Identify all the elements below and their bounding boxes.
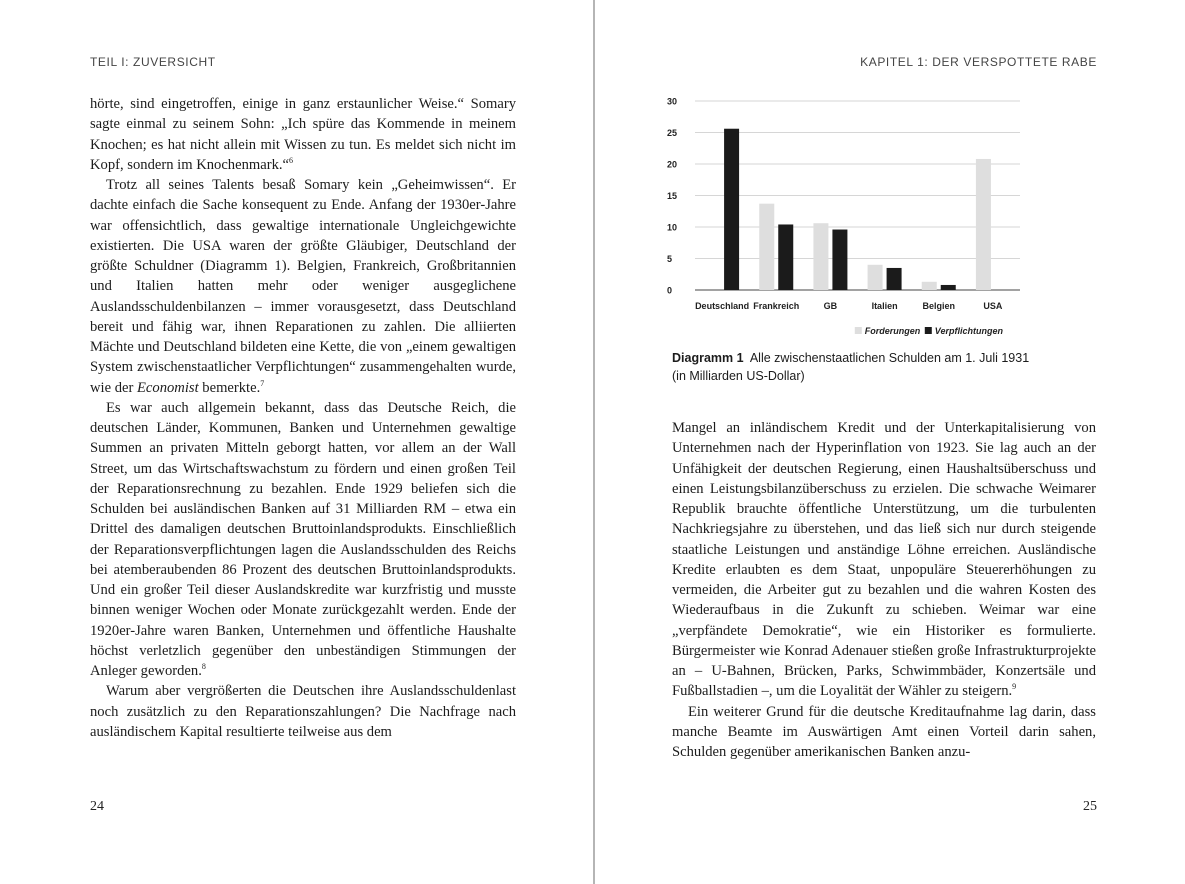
- caption-label: Diagramm 1: [672, 351, 744, 365]
- bar-forderungen-italien: [868, 265, 883, 290]
- bar-verpflichtungen-italien: [887, 268, 902, 290]
- footnote-ref[interactable]: 6: [289, 155, 293, 165]
- paragraph: hörte, sind eingetroffen, einige in ganz erstaunlicher Weise.“ Somary sagte einmal zu seinem Sohn: „Ich spüre das Kommende in meinem Knochen; es hat nicht allein mit Wissen zu tun. Es meldet sich nicht im Kopf, sondern im Knochenmark.“$^6$: [90, 96, 516, 173]
- bar-forderungen-frankreich: [759, 204, 774, 290]
- footnote-ref[interactable]: 9: [1012, 682, 1017, 692]
- legend-label: Verpflichtungen: [934, 326, 1003, 336]
- x-tick-label: Belgien: [922, 301, 956, 311]
- running-head-left: TEIL I: ZUVERSICHT: [90, 55, 216, 69]
- bar-verpflichtungen-belgien: [941, 285, 956, 290]
- x-tick-label: Deutschland: [695, 301, 750, 311]
- caption-text: Alle zwischenstaatlichen Schulden am 1. Juli 1931: [749, 351, 1030, 365]
- paragraph: Warum aber vergrößerten die Deutschen ihre Auslandsschuldenlast noch zusätzlich zu den Reparationszahlungen? Die Nachfrage nach ausländischem Kapital resultierte teilweise aus dem: [90, 683, 516, 740]
- bar-chart-diagramm-1: [667, 90, 1107, 345]
- footnote-ref[interactable]: 8: [201, 662, 206, 671]
- legend-label: Forderungen: [864, 326, 921, 336]
- x-tick-label: Frankreich: [753, 301, 800, 311]
- paragraph: Es war auch allgemein bekannt, dass das Deutsche Reich, die deutschen Länder, Kommunen, Banken und Unternehmen gewaltige Summen an privaten Mitteln geborgt hatten, vor allem an der Wall Street, um das Wirtschaftswachstum zu fördern und einen großen Teil der Reparationsrechnung zu bezahlen. Ende 1929 beliefen sich die Schulden bei ausländischen Banken auf 31 Milliarden RM – etwa ein Drittel des damaligen deutschen Bruttoinlandsprodukts. Einschließlich der Reparationsverpflichtungen lagen die Auslandsschulden des Reichs bei atemberaubenden 86 Prozent des deutschen Bruttoinlandsprodukts. Und ein großer Teil dieser Auslandskredite war kurzfristig und musste binnen weniger Wochen oder Monate zurückgezahlt werden. Ende der 1920er-Jahre waren Banken, Unternehmen und öffentliche Haushalte höchst verletzlich gegenüber den unbeständigen Stimmungen der Anleger geworden.$^8$: [90, 399, 516, 679]
- footnote-ref[interactable]: 7: [260, 378, 265, 388]
- legend-swatch-forderungen: [855, 327, 862, 334]
- paragraph: Trotz all seines Talents besaß Somary kein „Geheimwissen“. Er dachte einfach die Sache konsequent zu Ende. Anfang der 1930er-Jahre war offensichtlich, dass gewaltige internationale Ungleichgewichte existierten. Die USA waren der größte Gläubiger, Deutschland der größte Schuldner (Diagramm 1). Belgien, Frankreich, Großbritannien und Italien hatten mehr oder weniger ausgeglichene Auslandsschuldenbilanzen – immer vorausgesetzt, dass Deutschland bereit und fähig war, ihnen Reparationen zu zahlen. Die alliierten Mächte und Deutschland bildeten eine Kette, die von „einem gewaltigen System zwischenstaatlicher Verpflichtungen“ zusammengehalten wurde, wie der Economist bemerkte.$^7$: [90, 177, 516, 396]
- bar-verpflichtungen-gb: [832, 230, 847, 290]
- page-number-right: 25: [1083, 799, 1097, 814]
- right-page-body: [672, 418, 1096, 762]
- bar-verpflichtungen-frankreich: [778, 224, 793, 290]
- y-tick-label: 0: [667, 285, 673, 296]
- y-tick-label: 25: [667, 128, 678, 138]
- legend-swatch-verpflichtungen: [925, 327, 932, 334]
- paragraph: Mangel an inländischem Kredit und der Unterkapitalisierung von Unternehmen nach der Hyperinflation von 1923. Sie lag auch an der Unfähigkeit der deutschen Regierung, einen Haushaltsüberschuss und einen Leistungsbilanzüberschuss zu erzielen. Die schwache Weimarer Republik brauchte öffentliche Unterstützung, um die turbulenten Nachkriegsjahre zu überstehen, und das ließ sich nur durch steigende staatliche Leistungen und anständige Löhne erreichen. Ausländische Kredite erlaubten es dem Staat, unpopuläre Steuererhöhungen zu vermeiden, die Arbeiter gut zu bezahlen und die wahren Kosten des Wiederaufbaus in die Zukunft zu schieben. Weimar war eine „verpfändete Demokratie“, wie ein Historiker es formulierte. Bürgermeister wie Konrad Adenauer stießen große Infrastrukturprojekte an – U-Bahnen, Brücken, Parks, Schwimmbäder, Konzertsäle und Fußballstadien –, um die Loyalität der Wähler zu steigern.$^9$: [672, 420, 1096, 700]
- left-page-body: [90, 94, 516, 742]
- caption-subtext: (in Milliarden US-Dollar): [672, 369, 805, 383]
- x-tick-label: Italien: [871, 301, 898, 311]
- chart-caption: [672, 349, 1102, 385]
- bar-forderungen-usa: [976, 159, 991, 290]
- bar-verpflichtungen-deutschland: [724, 129, 739, 290]
- y-tick-label: 5: [667, 254, 673, 264]
- y-tick-label: 30: [667, 96, 678, 107]
- running-head-right: KAPITEL 1: DER VERSPOTTETE RABE: [860, 55, 1097, 69]
- x-tick-label: USA: [983, 301, 1003, 311]
- bar-forderungen-belgien: [922, 282, 937, 290]
- paragraph: Ein weiterer Grund für die deutsche Kreditaufnahme lag darin, dass manche Beamte im Auswärtigen Amt einen Vorteil darin sahen, Schulden gegenüber amerikanischen Banken anzu-: [672, 703, 1096, 760]
- page-number-left: 24: [90, 799, 104, 814]
- bar-forderungen-gb: [813, 223, 828, 290]
- right-page: [595, 0, 1185, 884]
- publication-title: Economist: [137, 379, 199, 396]
- y-tick-label: 20: [667, 159, 678, 170]
- y-tick-label: 15: [667, 191, 678, 201]
- x-tick-label: GB: [823, 301, 838, 311]
- y-tick-label: 10: [667, 222, 678, 233]
